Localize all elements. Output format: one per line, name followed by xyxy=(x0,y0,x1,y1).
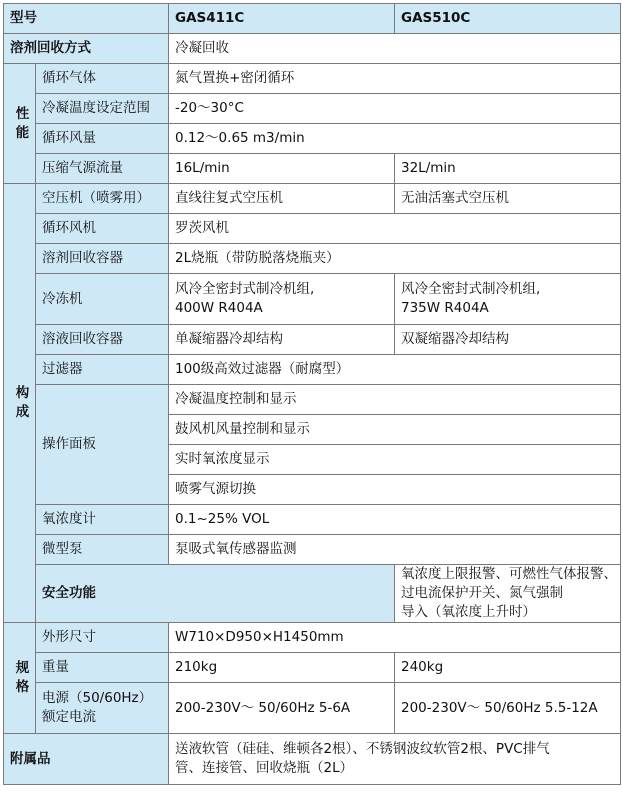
power-value-a: 200-230V～ 50/60Hz 5-6A xyxy=(169,683,395,734)
chiller-value-b: 风冷全密封式制冷机组, 735W R404A xyxy=(395,274,621,325)
size-value: W710×D950×H1450mm xyxy=(169,623,621,653)
accessories-label: 附属品 xyxy=(4,734,169,785)
liquid-container-value-b: 双凝缩器冷却结构 xyxy=(395,325,621,355)
size-label: 外形尺寸 xyxy=(36,623,169,653)
micro-pump-value: 泵吸式氧传感器监测 xyxy=(169,535,621,565)
compressor-value-a: 直线往复式空压机 xyxy=(169,184,395,214)
table-row xyxy=(4,244,621,274)
comp-air-value-b: 32L/min xyxy=(395,154,621,184)
compressor-label: 空压机（喷雾用） xyxy=(36,184,169,214)
comp-air-value-a: 16L/min xyxy=(169,154,395,184)
power-value-b: 200-230V～ 50/60Hz 5.5-12A xyxy=(395,683,621,734)
weight-label: 重量 xyxy=(36,653,169,683)
weight-value-b: 240kg xyxy=(395,653,621,683)
fan-value: 罗茨风机 xyxy=(169,214,621,244)
compressor-value-b: 无油活塞式空压机 xyxy=(395,184,621,214)
circ-gas-label: 循环气体 xyxy=(36,64,169,94)
oxygen-meter-label: 氧浓度计 xyxy=(36,505,169,535)
micro-pump-label: 微型泵 xyxy=(36,535,169,565)
panel-label: 操作面板 xyxy=(36,385,169,505)
table-row xyxy=(4,154,621,184)
table-row-header xyxy=(4,4,621,34)
table-row xyxy=(4,565,621,623)
solvent-container-label: 溶剂回收容器 xyxy=(36,244,169,274)
table-row xyxy=(4,124,621,154)
model-b: GAS510C xyxy=(395,4,621,34)
filter-value: 100级高效过滤器（耐腐型） xyxy=(169,355,621,385)
table-row xyxy=(4,34,621,64)
filter-label: 过滤器 xyxy=(36,355,169,385)
table-row xyxy=(4,184,621,214)
model-label: 型号 xyxy=(4,4,169,34)
table-row xyxy=(4,274,621,325)
model-a: GAS411C xyxy=(169,4,395,34)
table-row xyxy=(4,623,621,653)
fan-label: 循环风机 xyxy=(36,214,169,244)
recovery-value: 冷凝回收 xyxy=(169,34,621,64)
cond-temp-value: -20～30°C xyxy=(169,94,621,124)
panel-item: 冷凝温度控制和显示 xyxy=(169,385,621,415)
panel-item: 实时氧浓度显示 xyxy=(169,445,621,475)
liquid-container-value-a: 单凝缩器冷却结构 xyxy=(169,325,395,355)
safety-value: 氧浓度上限报警、可燃性气体报警、过电流保护开关、氮气强制 导入（氧浓度上升时） xyxy=(395,565,621,623)
table-row xyxy=(4,505,621,535)
chiller-label: 冷冻机 xyxy=(36,274,169,325)
air-volume-value: 0.12～0.65 m3/min xyxy=(169,124,621,154)
table-row xyxy=(4,214,621,244)
liquid-container-label: 溶液回收容器 xyxy=(36,325,169,355)
structure-group-label: 构 成 xyxy=(4,184,36,623)
table-row xyxy=(4,325,621,355)
recovery-label: 溶剂回收方式 xyxy=(4,34,169,64)
solvent-container-value: 2L烧瓶（带防脱落烧瓶夹） xyxy=(169,244,621,274)
table-row xyxy=(4,535,621,565)
table-row xyxy=(4,734,621,785)
weight-value-a: 210kg xyxy=(169,653,395,683)
table-row xyxy=(4,94,621,124)
safety-label: 安全功能 xyxy=(36,565,395,623)
specs-group-label: 规 格 xyxy=(4,623,36,734)
spec-table xyxy=(3,3,621,785)
cond-temp-label: 冷凝温度设定范围 xyxy=(36,94,169,124)
oxygen-meter-value: 0.1~25% VOL xyxy=(169,505,621,535)
table-row xyxy=(4,653,621,683)
table-row xyxy=(4,64,621,94)
air-volume-label: 循环风量 xyxy=(36,124,169,154)
power-label: 电源（50/60Hz） 额定电流 xyxy=(36,683,169,734)
panel-item: 喷雾气源切换 xyxy=(169,475,621,505)
performance-group-label: 性 能 xyxy=(4,64,36,184)
panel-item: 鼓风机风量控制和显示 xyxy=(169,415,621,445)
table-row xyxy=(4,355,621,385)
comp-air-label: 压缩气源流量 xyxy=(36,154,169,184)
chiller-value-a: 风冷全密封式制冷机组, 400W R404A xyxy=(169,274,395,325)
table-row xyxy=(4,683,621,734)
table-row xyxy=(4,385,621,415)
accessories-value: 送液软管（硅硅、维顿各2根）、不锈钢波纹软管2根、PVC排气 管、连接管、回收烧瓶（2L） xyxy=(169,734,621,785)
circ-gas-value: 氮气置换+密闭循环 xyxy=(169,64,621,94)
